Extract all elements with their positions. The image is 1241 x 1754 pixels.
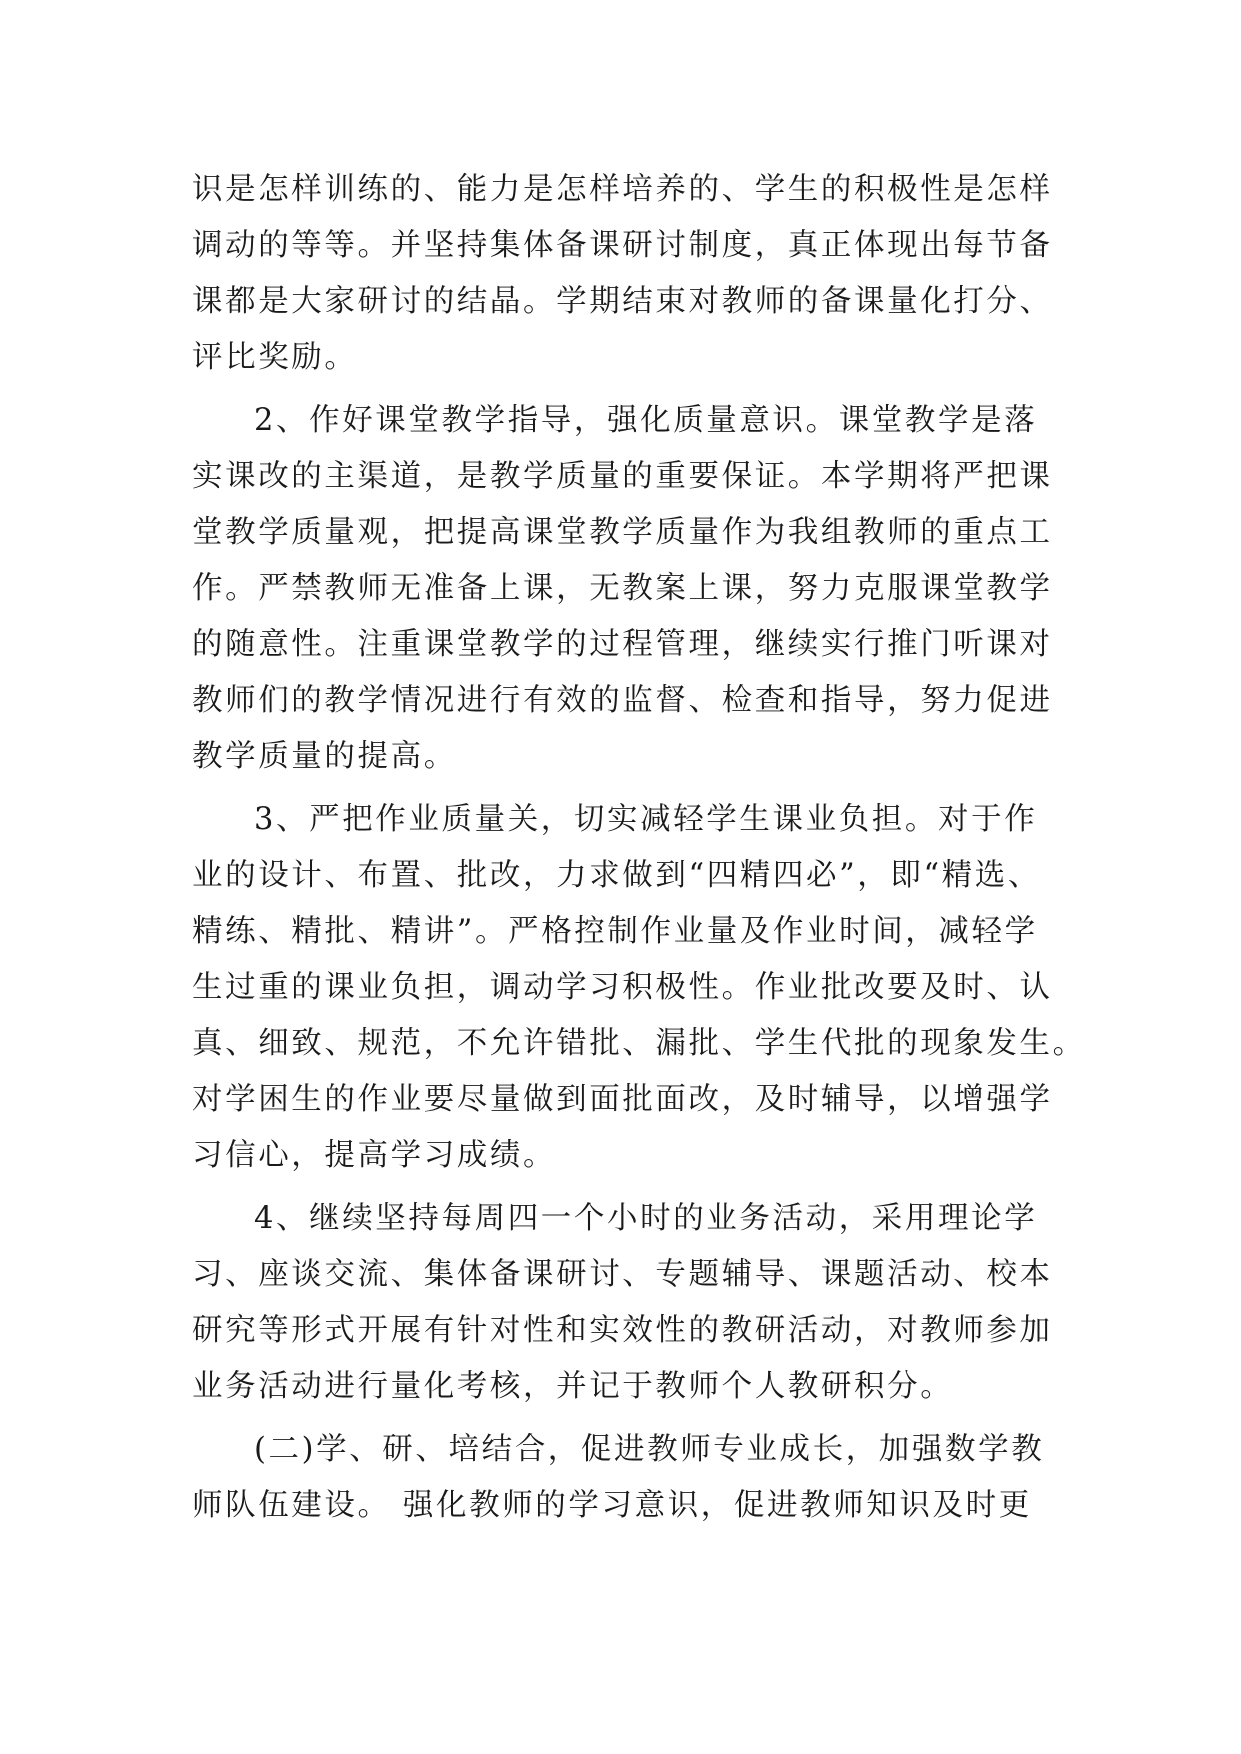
text-line: 识是怎样训练的、能力是怎样培养的、学生的积极性是怎样 xyxy=(192,172,1053,207)
text-line: 教师们的教学情况进行有效的监督、检查和指导，努力促进 xyxy=(192,683,1053,718)
text-line: 真、细致、规范，不允许错批、漏批、学生代批的现象发生。 xyxy=(192,1026,1086,1061)
text-line: 调动的等等。并坚持集体备课研讨制度，真正体现出每节备 xyxy=(192,228,1053,263)
text-line: 对学困生的作业要尽量做到面批面改，及时辅导，以增强学 xyxy=(192,1082,1053,1117)
text-line: 业务活动进行量化考核，并记于教师个人教研积分。 xyxy=(192,1369,954,1404)
document-body xyxy=(192,162,1086,1534)
text-line: 堂教学质量观，把提高课堂教学质量作为我组教师的重点工 xyxy=(192,515,1053,550)
text-line: 的随意性。注重课堂教学的过程管理，继续实行推门听课对 xyxy=(192,627,1053,662)
text-line: 课都是大家研讨的结晶。学期结束对教师的备课量化打分、 xyxy=(192,284,1053,319)
text-line: 习、座谈交流、集体备课研讨、专题辅导、课题活动、校本 xyxy=(192,1257,1053,1292)
text-line: 研究等形式开展有针对性和实效性的教研活动，对教师参加 xyxy=(192,1313,1053,1348)
text-line: 教学质量的提高。 xyxy=(192,739,457,774)
paragraph-start-line: 2、作好课堂教学指导，强化质量意识。课堂教学是落 xyxy=(254,403,1038,438)
paragraph-start-line: 3、严把作业质量关，切实减轻学生课业负担。对于作 xyxy=(254,802,1038,837)
text-line: 实课改的主渠道，是教学质量的重要保证。本学期将严把课 xyxy=(192,459,1053,494)
paragraph-start-line: 4、继续坚持每周四一个小时的业务活动，采用理论学 xyxy=(254,1201,1038,1236)
text-line: 精练、精批、精讲”。严格控制作业量及作业时间，减轻学 xyxy=(192,914,1038,949)
paragraph-start-line: (二)学、研、培结合，促进教师专业成长，加强数学教 xyxy=(254,1432,1045,1467)
text-line: 作。严禁教师无准备上课，无教案上课，努力克服课堂教学 xyxy=(192,571,1053,606)
text-line: 习信心，提高学习成绩。 xyxy=(192,1138,557,1173)
text-line: 师队伍建设。 强化教师的学习意识，促进教师知识及时更 xyxy=(192,1488,1032,1523)
text-line: 生过重的课业负担，调动学习积极性。作业批改要及时、认 xyxy=(192,970,1053,1005)
text-line: 业的设计、布置、批改，力求做到“四精四必”，即“精选、 xyxy=(192,858,1041,893)
text-line: 评比奖励。 xyxy=(192,340,358,375)
